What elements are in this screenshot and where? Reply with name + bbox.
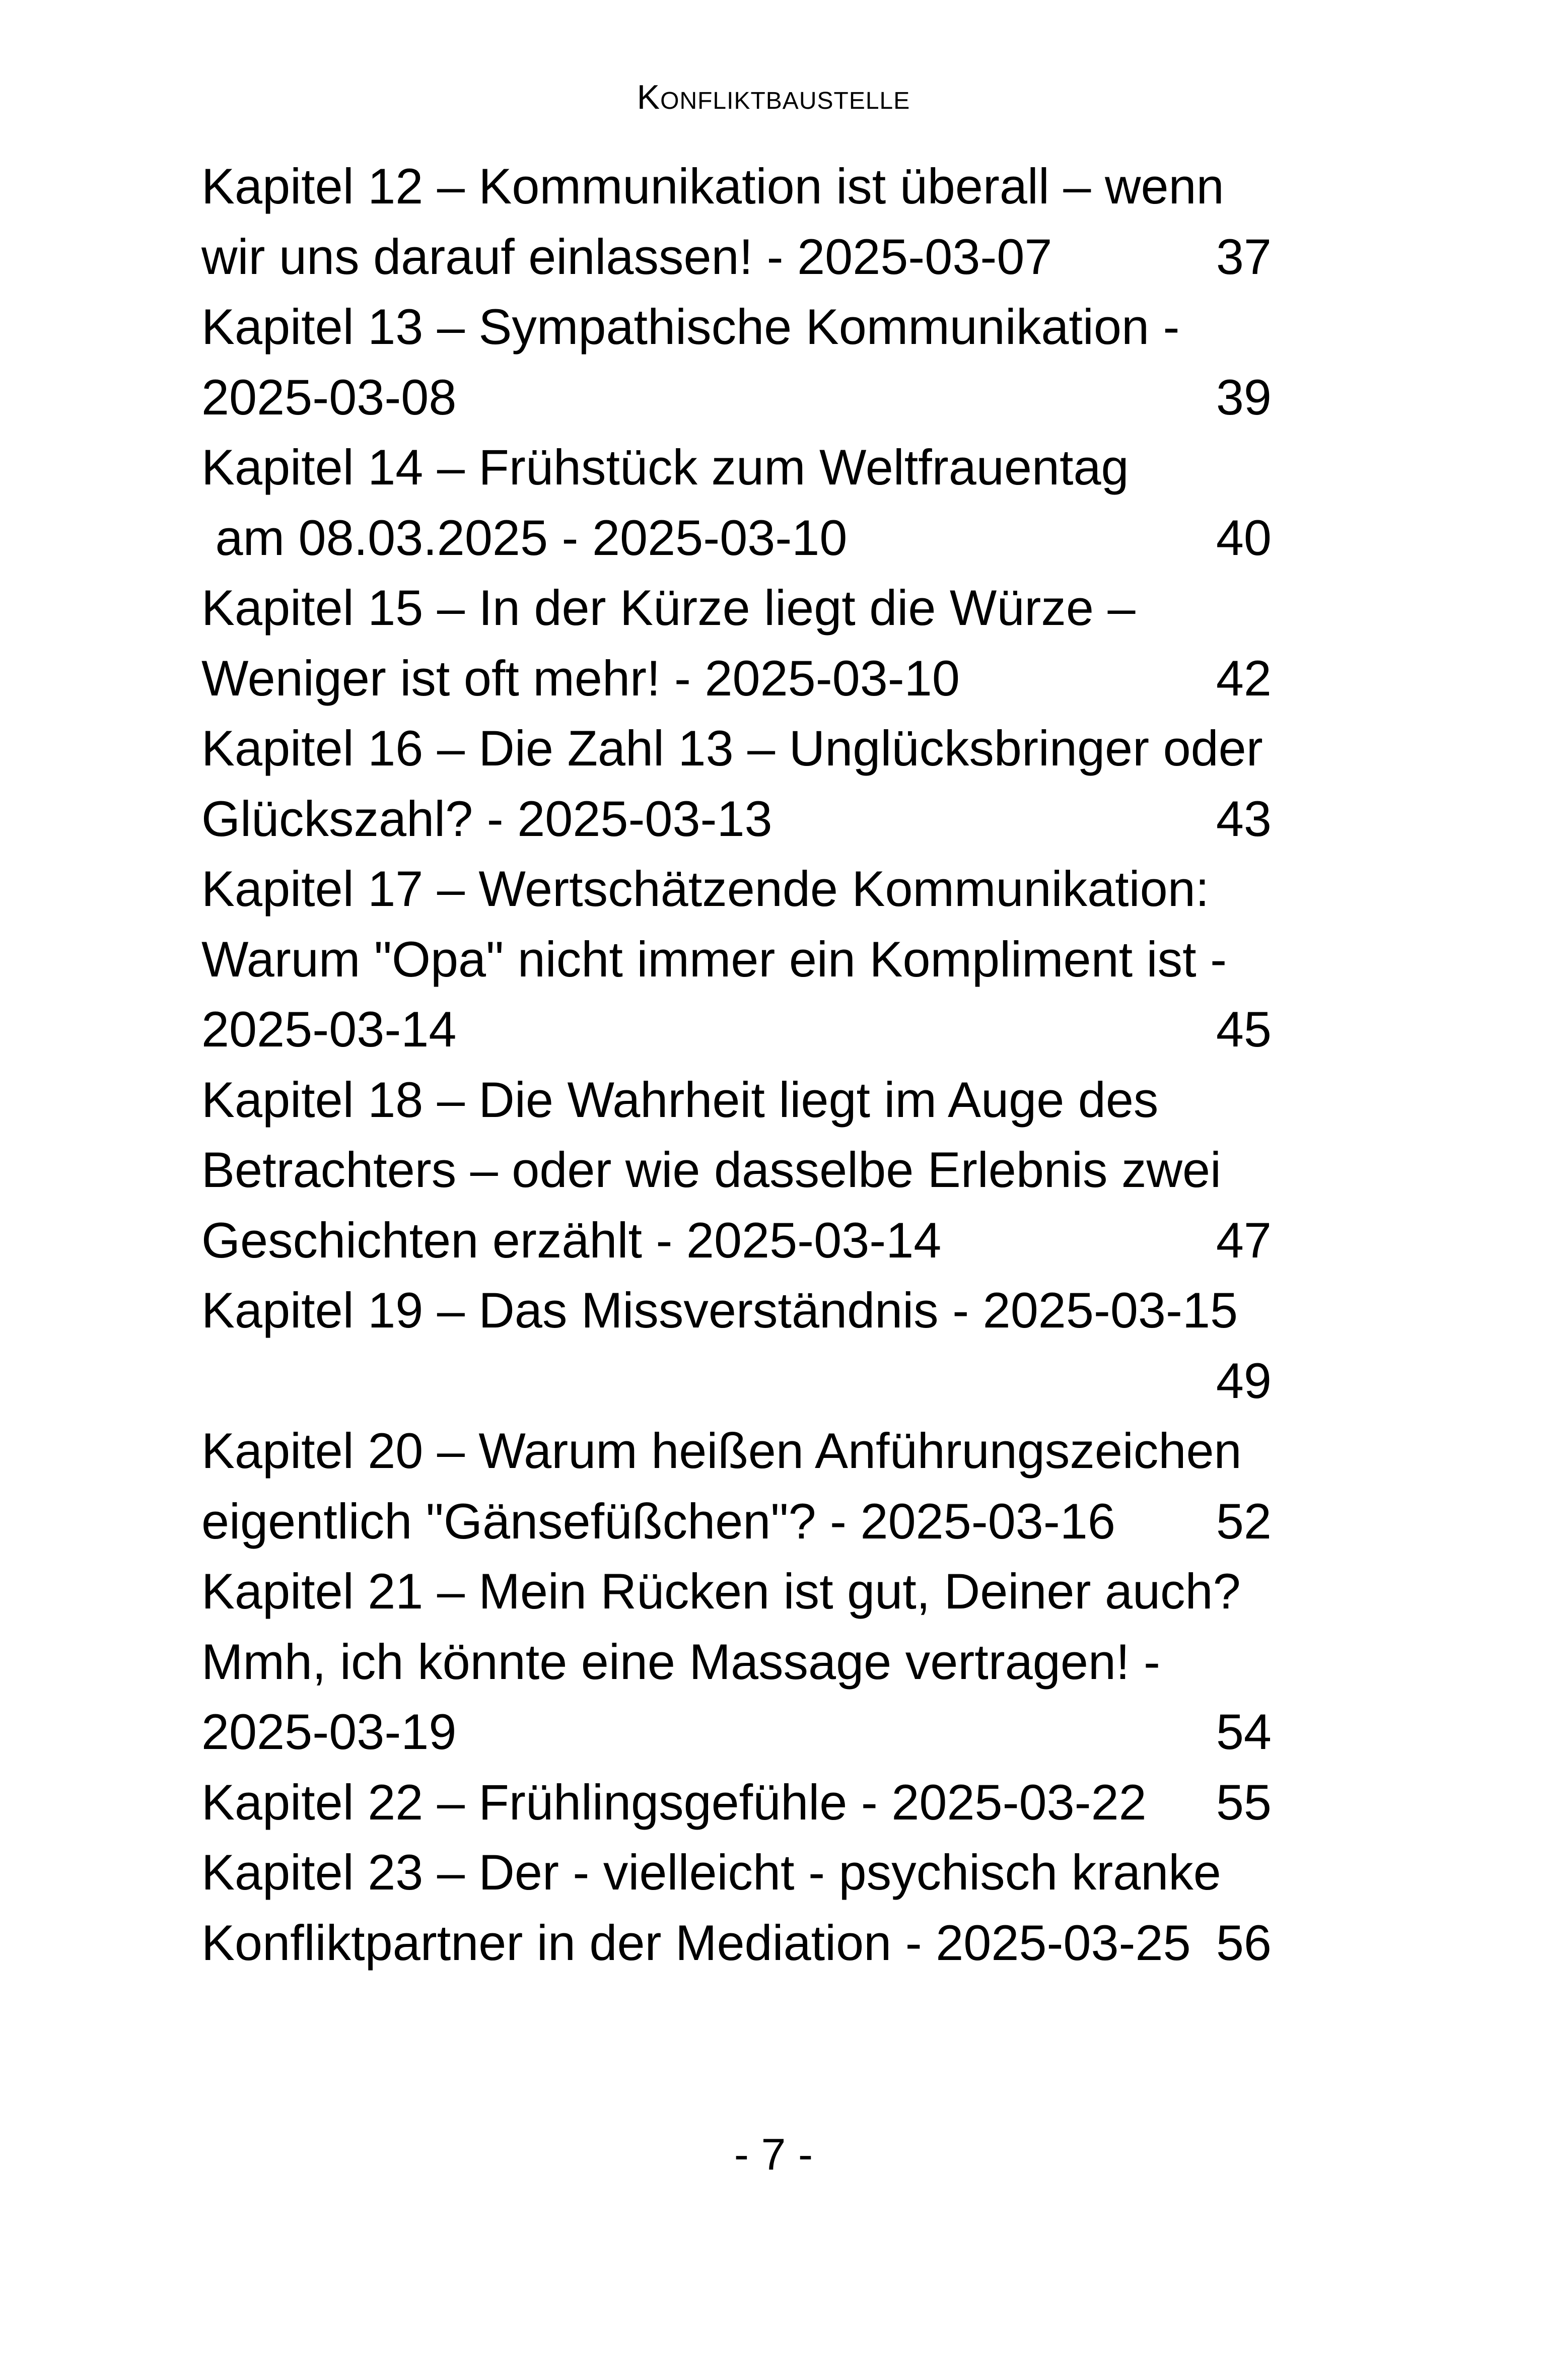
- toc-line: [201, 1556, 1272, 1627]
- toc-entry-text: Weniger ist oft mehr! - 2025-03-10: [201, 650, 960, 706]
- toc-line: [201, 1837, 1272, 1908]
- toc-line: [201, 784, 1272, 854]
- toc-entry-text: eigentlich "Gänsefüßchen"? - 2025-03-16: [201, 1493, 1115, 1549]
- toc-page-number: 47: [1216, 1212, 1272, 1268]
- running-header: Konfliktbaustelle: [637, 78, 910, 116]
- toc-entry-text: Warum "Opa" nicht immer ein Kompliment ist -: [201, 931, 1227, 987]
- toc-entry-text: Kapitel 19 – Das Missverständnis - 2025-03-15: [201, 1282, 1238, 1338]
- toc-page-number: 37: [1216, 228, 1272, 285]
- toc-line: [201, 1627, 1272, 1697]
- toc-line: [201, 1767, 1272, 1838]
- toc-entry-text: Geschichten erzählt - 2025-03-14: [201, 1212, 942, 1268]
- toc-entry-text: Betrachters – oder wie dasselbe Erlebnis zwei: [201, 1142, 1222, 1198]
- toc-line: [201, 1416, 1272, 1486]
- toc-entry-text: Kapitel 22 – Frühlingsgefühle - 2025-03-22: [201, 1774, 1147, 1830]
- toc-page-number: 55: [1216, 1774, 1272, 1830]
- toc-line: [201, 1135, 1272, 1205]
- toc-entry-text: Kapitel 21 – Mein Rücken ist gut, Deiner auch?: [201, 1563, 1241, 1619]
- toc-page-number: 56: [1216, 1914, 1272, 1971]
- toc-entry-text: Kapitel 20 – Warum heißen Anführungszeichen: [201, 1423, 1242, 1479]
- toc-line: [201, 1065, 1272, 1135]
- toc-entry-text: 2025-03-08: [201, 369, 457, 425]
- toc-entry-text: Kapitel 16 – Die Zahl 13 – Unglücksbringer oder: [201, 720, 1263, 776]
- toc-line: [201, 151, 1272, 222]
- toc-entry-text: wir uns darauf einlassen! - 2025-03-07: [201, 228, 1052, 285]
- toc-page-number: 49: [1216, 1352, 1272, 1409]
- toc-line: [201, 1908, 1272, 1978]
- toc-line: [201, 1205, 1272, 1276]
- toc-entry-text: Glückszahl? - 2025-03-13: [201, 790, 772, 847]
- toc-entry-text: Mmh, ich könnte eine Massage vertragen! -: [201, 1633, 1160, 1690]
- toc-line: [201, 713, 1272, 784]
- toc-line: [201, 432, 1272, 503]
- toc-line: [201, 503, 1272, 573]
- toc-line: [201, 994, 1272, 1065]
- toc-entry-text: am 08.03.2025 - 2025-03-10: [201, 509, 848, 566]
- toc-page-number: 40: [1216, 509, 1272, 566]
- toc-page-number: 43: [1216, 790, 1272, 847]
- toc-page-number: 54: [1216, 1704, 1272, 1760]
- toc-line: [201, 573, 1272, 643]
- toc-entry-text: Kapitel 23 – Der - vielleicht - psychisch kranke: [201, 1844, 1221, 1900]
- toc-entry-text: 2025-03-19: [201, 1704, 457, 1760]
- toc-line: [201, 854, 1272, 924]
- toc-line: [201, 924, 1272, 995]
- page-number: - 7 -: [734, 2129, 813, 2179]
- toc-line: [201, 1275, 1272, 1346]
- toc-entry-text: Kapitel 14 – Frühstück zum Weltfrauentag: [201, 439, 1129, 495]
- toc-entry-text: Kapitel 12 – Kommunikation ist überall – wenn: [201, 158, 1224, 214]
- table-of-contents: [201, 151, 1272, 1978]
- toc-page-number: 52: [1216, 1493, 1272, 1549]
- toc-line: [201, 222, 1272, 292]
- toc-entry-text: Kapitel 17 – Wertschätzende Kommunikation:: [201, 861, 1210, 917]
- toc-line: [201, 362, 1272, 433]
- toc-page-number: 42: [1216, 650, 1272, 706]
- toc-line: [201, 292, 1272, 362]
- toc-entry-text: Kapitel 18 – Die Wahrheit liegt im Auge des: [201, 1071, 1159, 1128]
- toc-line: [201, 1346, 1272, 1416]
- toc-entry-text: 2025-03-14: [201, 1001, 457, 1057]
- toc-line: [201, 1486, 1272, 1557]
- toc-page-number: 45: [1216, 1001, 1272, 1057]
- toc-entry-text: Kapitel 15 – In der Kürze liegt die Würze –: [201, 580, 1136, 636]
- toc-page-number: 39: [1216, 369, 1272, 425]
- toc-entry-text: Kapitel 13 – Sympathische Kommunikation -: [201, 299, 1180, 355]
- toc-line: [201, 1697, 1272, 1767]
- toc-entry-text: Konfliktpartner in der Mediation - 2025-03-25: [201, 1914, 1191, 1971]
- toc-line: [201, 643, 1272, 714]
